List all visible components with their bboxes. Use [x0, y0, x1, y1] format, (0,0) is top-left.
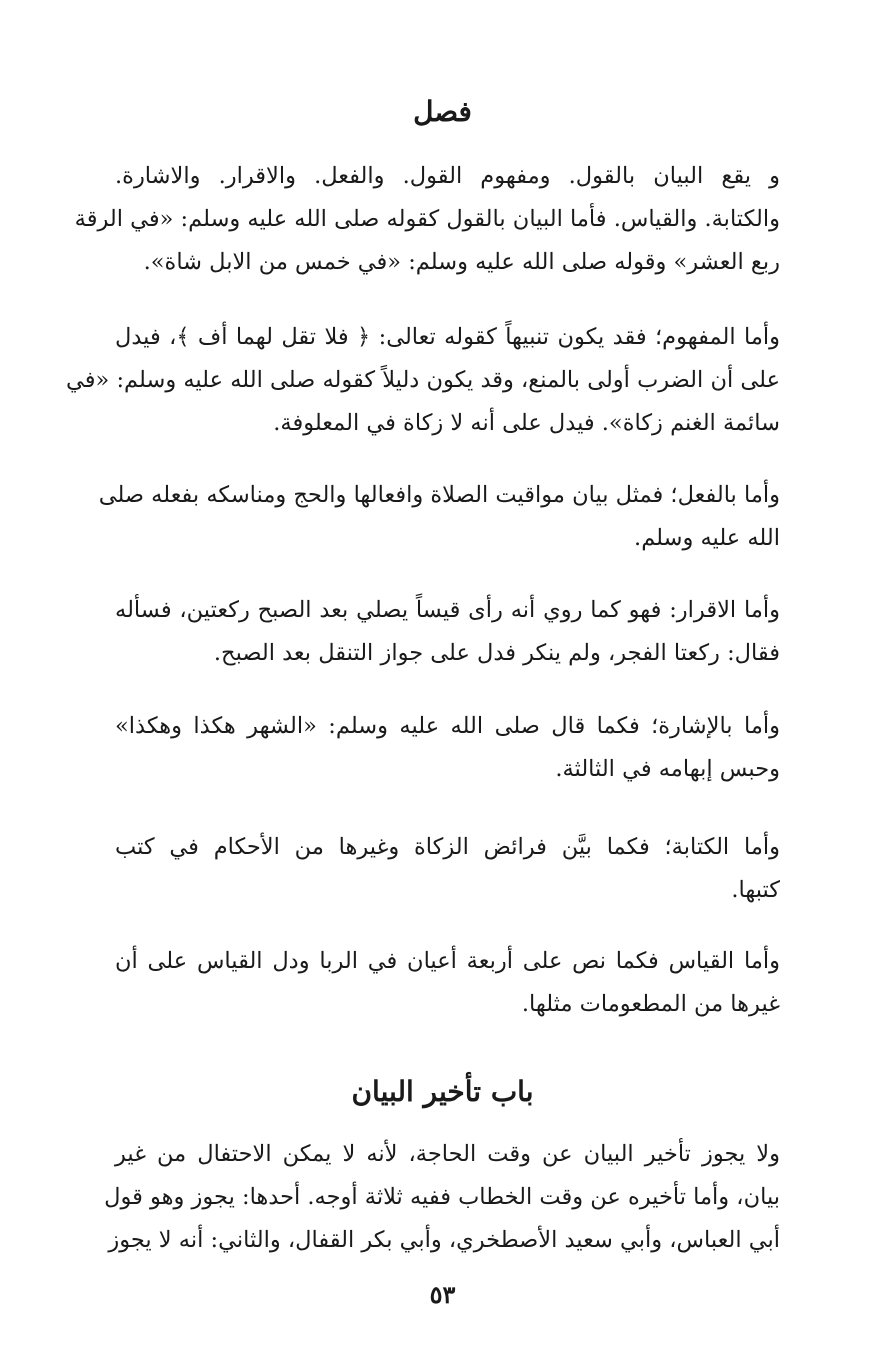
text-line: بيان، وأما تأخيره عن وقت الخطاب ففيه ثلاثة أوجه. أحدها: يجوز وهو قول — [104, 1184, 780, 1210]
paragraph-qiyas — [115, 940, 780, 1026]
text-line: والكتابة. والقياس. فأما البيان بالقول كقوله صلى الله عليه وسلم: «في الرقة — [74, 206, 780, 232]
paragraph-iqrar — [115, 589, 780, 675]
text-line: ولا يجوز تأخير البيان عن وقت الحاجة، لأنه لا يمكن الاحتفال من غير — [115, 1141, 780, 1167]
text-line: وأما بالفعل؛ فمثل بيان مواقيت الصلاة وافعالها والحج ومناسكه بفعله صلى — [98, 482, 780, 508]
text-line: سائمة الغنم زكاة». فيدل على أنه لا زكاة في المعلوفة. — [273, 410, 780, 436]
paragraph-takhir — [104, 1133, 780, 1262]
text-line: وأما الكتابة؛ فكما بيَّن فرائض الزكاة وغيرها من الأحكام في كتب — [115, 834, 780, 860]
text-line: غيرها من المطعومات مثلها. — [521, 991, 780, 1017]
text-line: كتبها. — [731, 877, 780, 903]
paragraph-ishara — [115, 705, 780, 791]
text-line: وأما الاقرار: فهو كما روي أنه رأى قيساً يصلي بعد الصبح ركعتين، فسأله — [115, 597, 780, 623]
paragraph-mafhum — [66, 316, 780, 445]
paragraph-fil — [98, 474, 780, 560]
text-line: وحبس إبهامه في الثالثة. — [555, 756, 780, 782]
page-number: ٥٣ — [429, 1280, 456, 1309]
text-line: أبي العباس، وأبي سعيد الأصطخري، وأبي بكر القفال، والثاني: أنه لا يجوز — [108, 1227, 780, 1253]
paragraph-kitaba — [115, 826, 780, 912]
text-line: وأما القياس فكما نص على أربعة أعيان في الربا ودل القياس على أن — [115, 948, 780, 974]
text-line: الله عليه وسلم. — [634, 525, 780, 551]
text-line: فقال: ركعتا الفجر، ولم ينكر فدل على جواز التنقل بعد الصبح. — [213, 640, 780, 666]
text-line: على أن الضرب أولى بالمنع، وقد يكون دليلاً كقوله صلى الله عليه وسلم: «في — [66, 367, 780, 393]
section-heading-fasl: فصل — [413, 95, 472, 128]
section-heading-takhir-al-bayan: باب تأخير البيان — [351, 1075, 534, 1108]
paragraph-bayan-types — [74, 155, 780, 284]
text-line: و يقع البيان بالقول. ومفهوم القول. والفعل. والاقرار. والاشارة. — [115, 163, 780, 189]
text-line: وأما المفهوم؛ فقد يكون تنبيهاً كقوله تعالى: ﴿ فلا تقل لهما أف ﴾، فيدل — [115, 324, 780, 350]
text-line: ربع العشر» وقوله صلى الله عليه وسلم: «في خمس من الابل شاة». — [143, 249, 780, 275]
text-line: وأما بالإشارة؛ فكما قال صلى الله عليه وسلم: «الشهر هكذا وهكذا» — [115, 713, 780, 739]
